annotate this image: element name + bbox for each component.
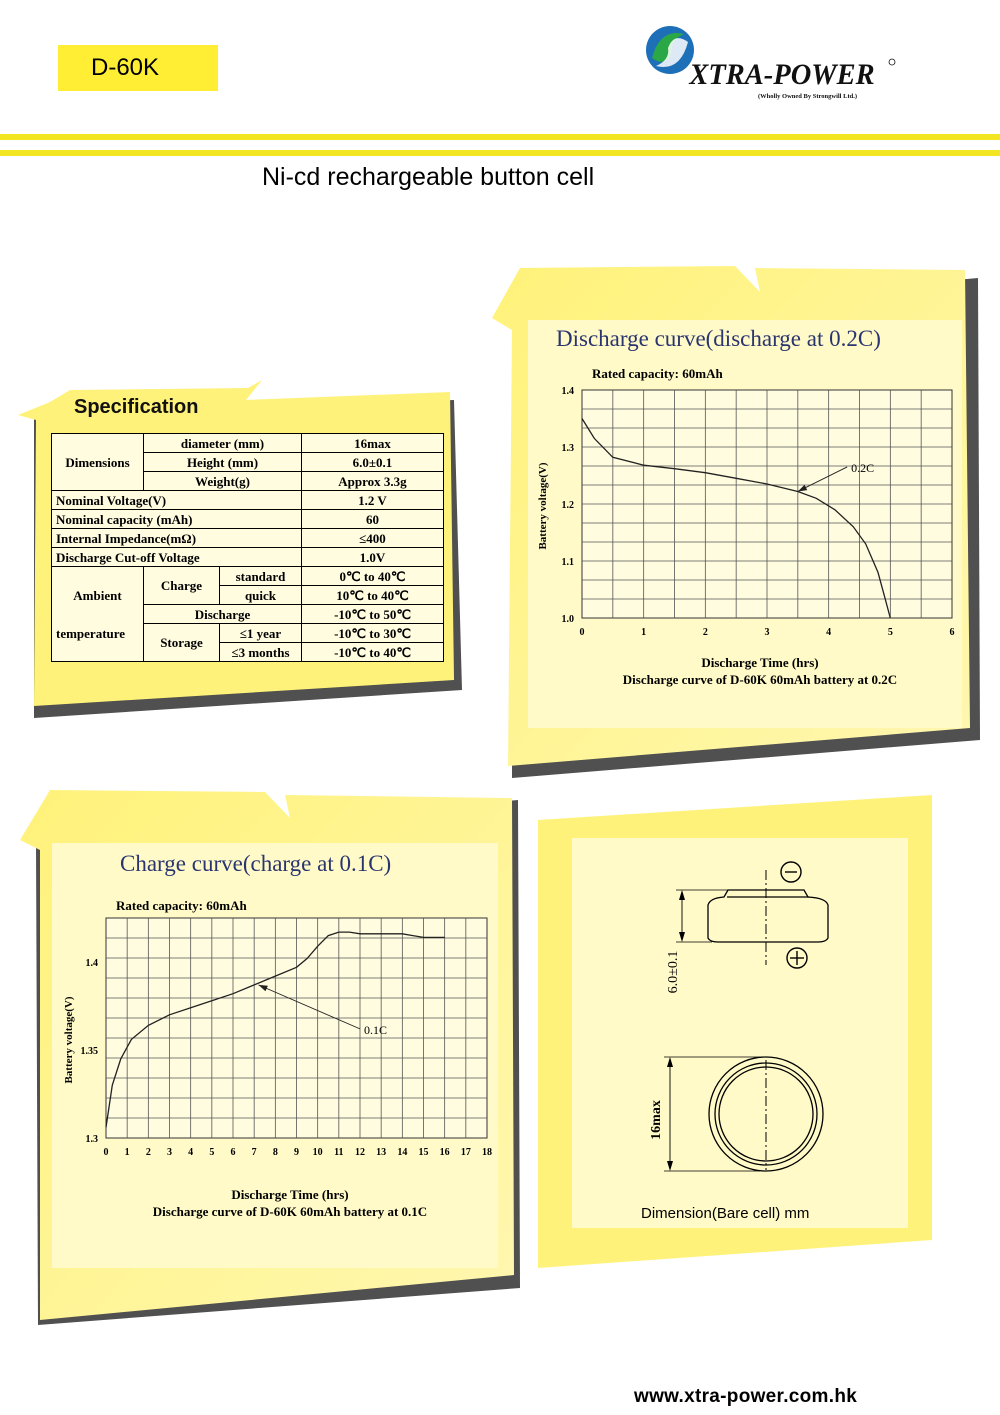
y-tick-label: 1.4 (85, 958, 98, 969)
storage2-label: ≤3 months (220, 643, 302, 662)
storage2-value: -10℃ to 40℃ (302, 643, 444, 662)
height-dimension-label: 6.0±0.1 (666, 950, 681, 994)
x-tick-label: 3 (764, 627, 770, 638)
y-tick-label: 1.1 (561, 557, 574, 568)
x-tick-label: 6 (230, 1147, 236, 1158)
x-tick-label: 4 (826, 627, 832, 638)
quick-value: 10℃ to 40℃ (302, 586, 444, 605)
y-tick-label: 1.4 (561, 386, 574, 397)
x-tick-label: 7 (251, 1147, 257, 1158)
x-tick-label: 1 (124, 1147, 130, 1158)
x-tick-label: 1 (641, 627, 647, 638)
minus-terminal-icon (781, 862, 801, 882)
chart-title: Discharge curve(discharge at 0.2C) (556, 326, 881, 351)
ambient-label: Ambient (73, 587, 122, 603)
plus-terminal-icon (787, 948, 807, 968)
logo-subtext: (Wholly Owned By Strongwill Ltd.) (758, 93, 858, 100)
logo-text: XTRA-POWER (689, 58, 875, 92)
impedance-label: Internal Impedance(mΩ) (52, 529, 302, 548)
x-tick-label: 10 (312, 1147, 323, 1158)
standard-label: standard (220, 567, 302, 586)
storage1-label: ≤1 year (220, 624, 302, 643)
chart-xlabel: Discharge Time (hrs) (701, 655, 819, 670)
storage-label: Storage (144, 624, 220, 662)
x-tick-label: 16 (439, 1147, 450, 1158)
dimensions-label: Dimensions (52, 434, 144, 491)
impedance-value: ≤400 (302, 529, 444, 548)
spec-heading: Specification (74, 396, 199, 418)
chart-caption: Discharge curve of D-60K 60mAh battery at 0.1C (152, 1204, 428, 1219)
chart-title: Charge curve(charge at 0.1C) (120, 851, 392, 876)
chart-ylabel: Battery voltage(V) (63, 996, 75, 1084)
x-tick-label: 14 (397, 1147, 408, 1158)
chart-rated-capacity: Rated capacity: 60mAh (592, 366, 723, 381)
x-tick-label: 2 (145, 1147, 151, 1158)
nominal-capacity-value: 60 (302, 510, 444, 529)
diameter-dimension-label: 16max (649, 1100, 664, 1140)
model-tag: D-60K (58, 45, 218, 91)
y-tick-label: 1.3 (561, 443, 574, 454)
y-tick-label: 1.0 (561, 614, 574, 625)
product-subtitle: Ni-cd rechargeable button cell (262, 163, 595, 191)
height-value: 6.0±0.1 (302, 453, 444, 472)
x-tick-label: 6 (949, 627, 955, 638)
cell-side-view (708, 890, 828, 942)
y-tick-label: 1.2 (561, 500, 574, 511)
temperature-label: temperature (56, 625, 126, 641)
height-label: Height (mm) (144, 453, 302, 472)
x-tick-label: 18 (482, 1147, 492, 1158)
series-annotation-label: 0.1C (364, 1022, 388, 1037)
chart-xlabel: Discharge Time (hrs) (231, 1187, 349, 1202)
y-tick-label: 1.35 (80, 1046, 98, 1057)
y-tick-label: 1.3 (85, 1134, 98, 1145)
cutoff-value: 1.0V (302, 548, 444, 567)
diameter-label: diameter (mm) (144, 434, 302, 453)
x-tick-label: 2 (702, 627, 708, 638)
x-tick-label: 0 (103, 1147, 109, 1158)
x-tick-label: 13 (376, 1147, 387, 1158)
x-tick-label: 15 (418, 1147, 429, 1158)
x-tick-label: 11 (334, 1147, 344, 1158)
x-tick-label: 5 (209, 1147, 215, 1158)
nominal-voltage-value: 1.2 V (302, 491, 444, 510)
x-tick-label: 4 (188, 1147, 194, 1158)
nominal-voltage-label: Nominal Voltage(V) (52, 491, 302, 510)
footer-url: www.xtra-power.com.hk (634, 1386, 858, 1407)
chart-caption: Discharge curve of D-60K 60mAh battery at 0.2C (622, 672, 898, 687)
discharge-label: Discharge (144, 605, 302, 624)
weight-label: Weight(g) (144, 472, 302, 491)
series-annotation-label: 0.2C (851, 460, 875, 475)
storage1-value: -10℃ to 30℃ (302, 624, 444, 643)
cutoff-label: Discharge Cut-off Voltage (52, 548, 302, 567)
dimension-caption: Dimension(Bare cell) mm (641, 1205, 810, 1222)
weight-value: Approx 3.3g (302, 472, 444, 491)
x-tick-label: 5 (887, 627, 893, 638)
diameter-value: 16max (302, 434, 444, 453)
chart-rated-capacity: Rated capacity: 60mAh (116, 898, 247, 913)
standard-value: 0℃ to 40℃ (302, 567, 444, 586)
x-tick-label: 8 (272, 1147, 278, 1158)
x-tick-label: 3 (167, 1147, 172, 1158)
x-tick-label: 0 (579, 627, 585, 638)
chart-ylabel: Battery voltage(V) (537, 462, 549, 550)
quick-label: quick (220, 586, 302, 605)
x-tick-label: 9 (294, 1147, 299, 1158)
nominal-capacity-label: Nominal capacity (mAh) (52, 510, 302, 529)
x-tick-label: 17 (460, 1147, 471, 1158)
charge-label: Charge (144, 567, 220, 605)
x-tick-label: 12 (355, 1147, 365, 1158)
discharge-value: -10℃ to 50℃ (302, 605, 444, 624)
